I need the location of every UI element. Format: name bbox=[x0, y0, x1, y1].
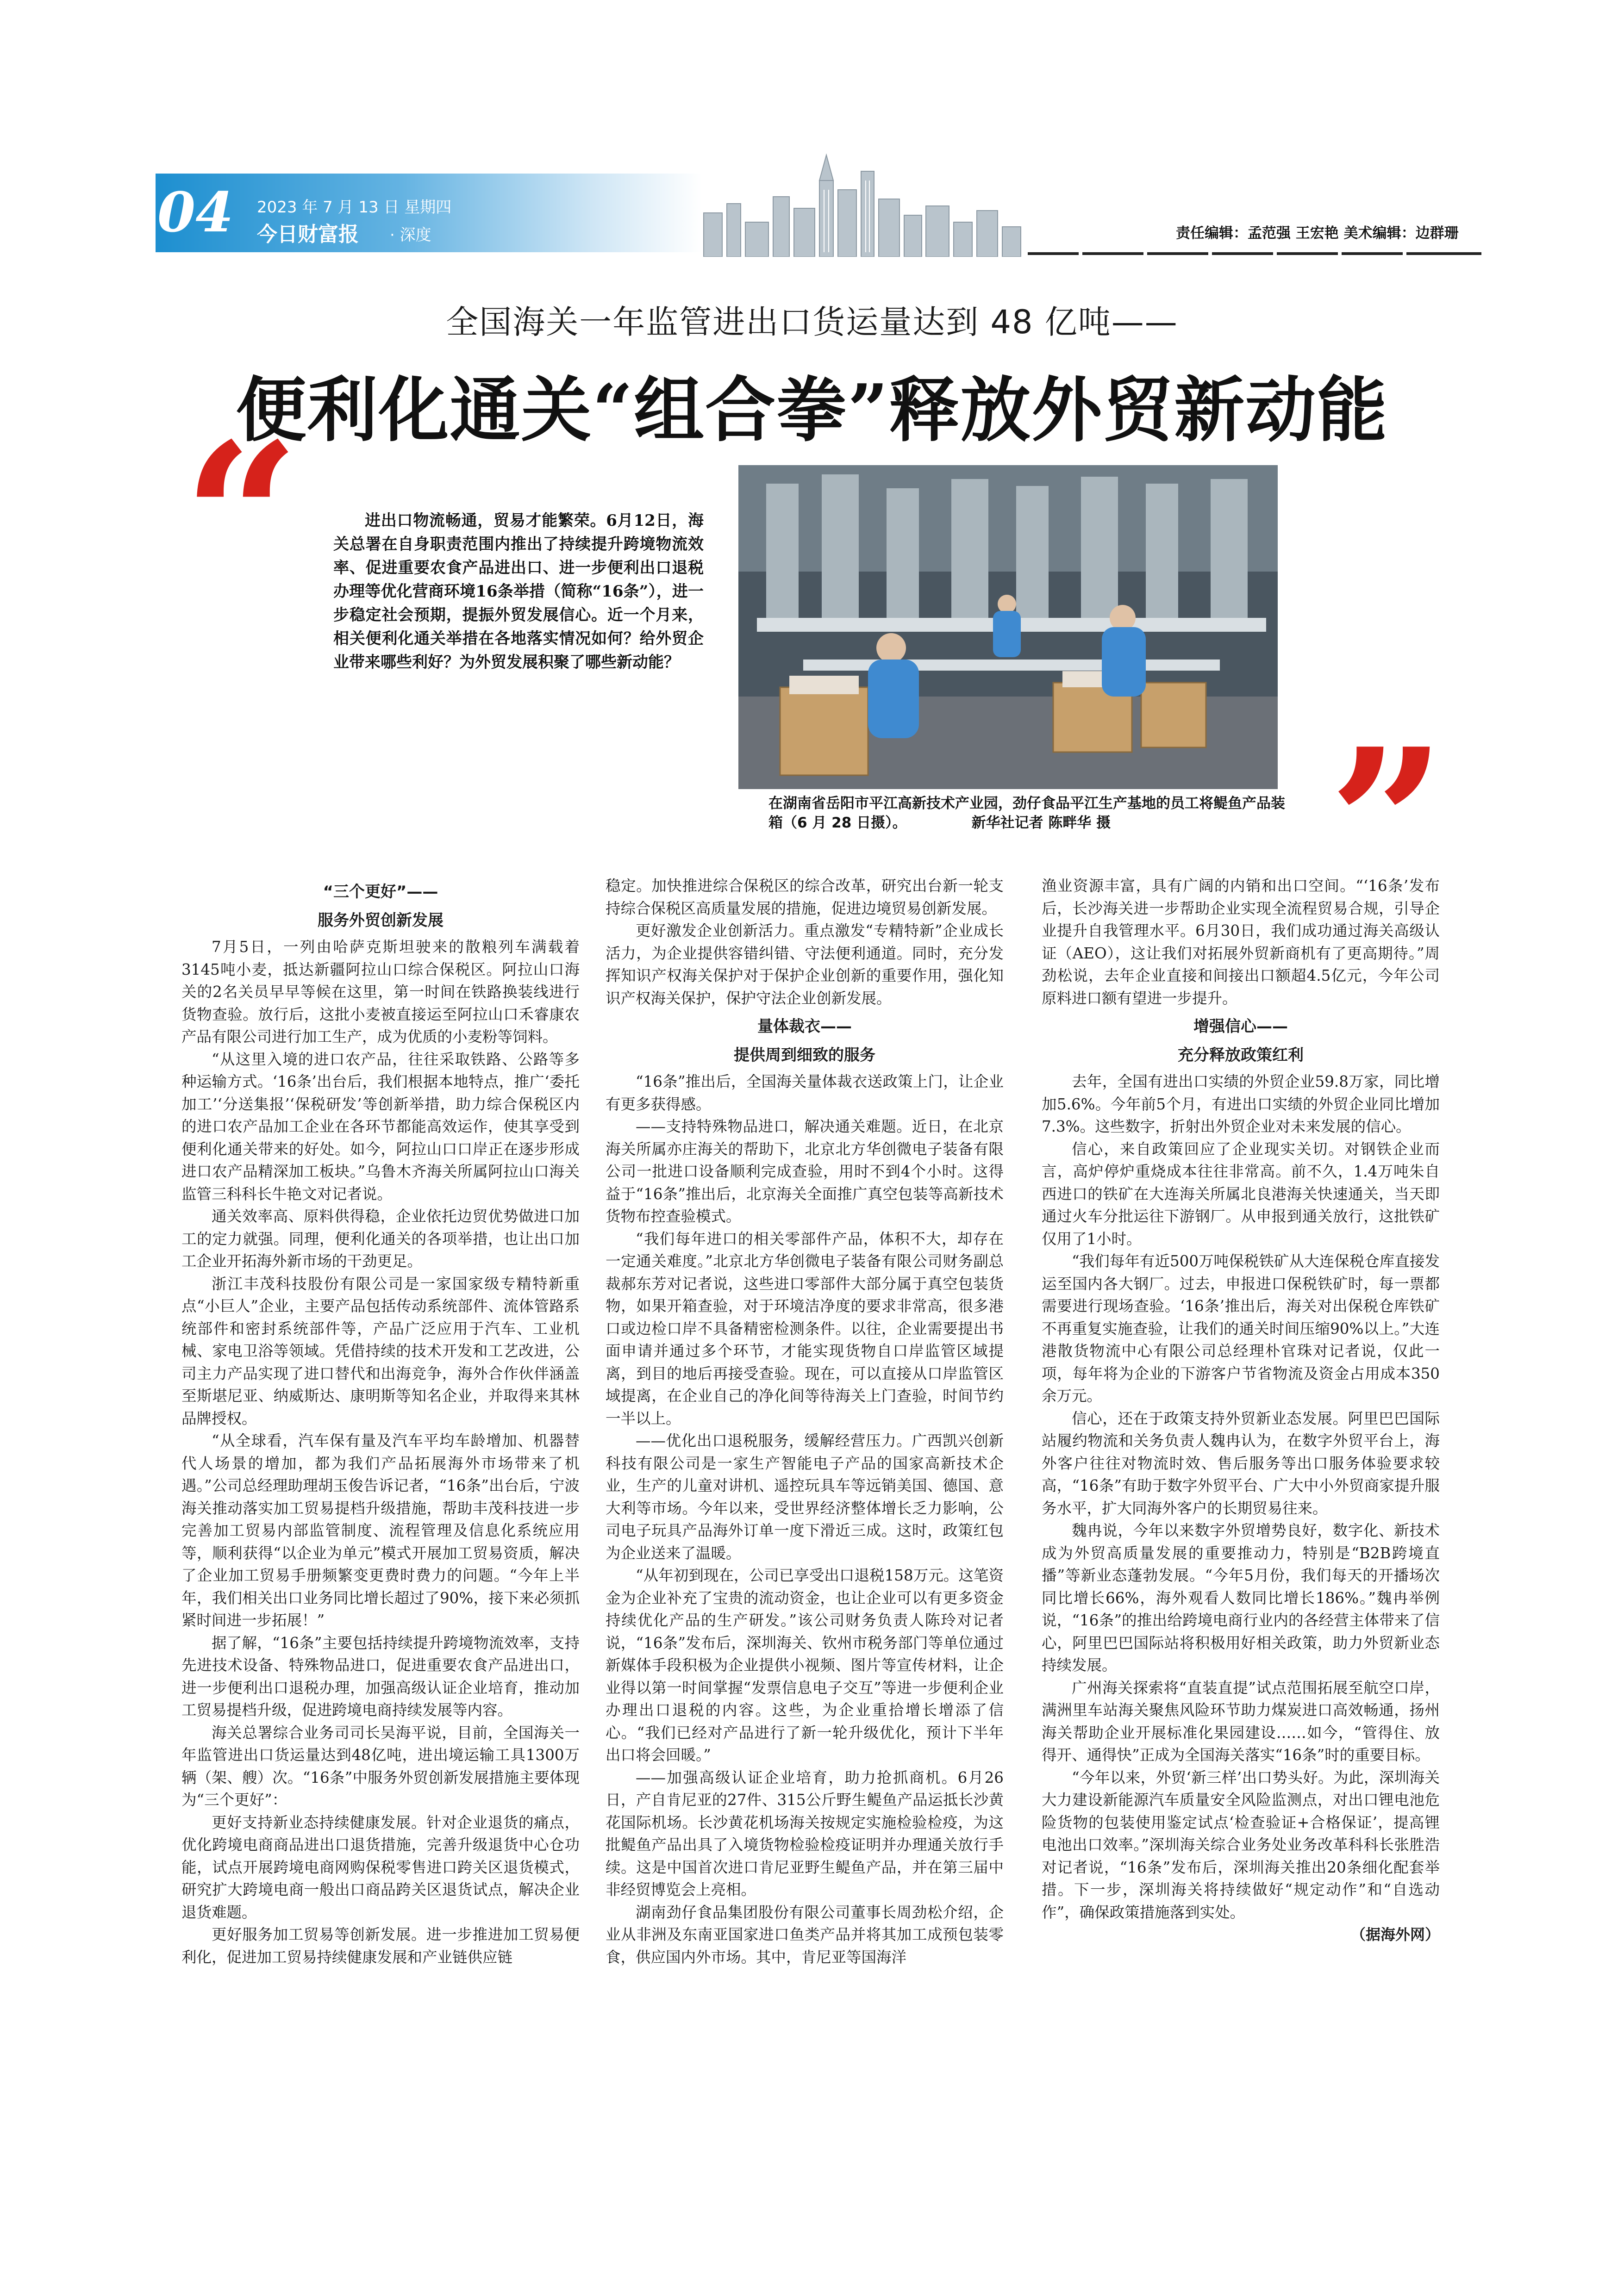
paragraph: 7月5日，一列由哈萨克斯坦驶来的散粮列车满载着3145吨小麦，抵达新疆阿拉山口综合保税区。阿拉山口海关的2名关员早早等候在这里，第一时间在铁路换装线进行货物查验。放行后，这批小麦被直接运至阿拉山口禾睿康农产品有限公司进行加工生产，成为优质的小麦粉等饲料。 bbox=[181, 938, 580, 1045]
subheading: 充分释放政策红利 bbox=[1178, 1046, 1304, 1064]
paragraph: 通关效率高、原料供得稳，企业依托边贸优势做进口加工的定力就强。同理，便利化通关的各项举措，也让出口加工企业开拓海外新市场的干劲更足。 bbox=[181, 1207, 580, 1270]
photo-credit: 新华社记者 陈畔华 摄 bbox=[971, 815, 1111, 831]
paper-name: 今日财富报 bbox=[257, 223, 359, 246]
article-column-1 bbox=[181, 875, 580, 1968]
subheading: 量体裁衣—— bbox=[757, 1017, 852, 1036]
paragraph: “从年初到现在，公司已享受出口退税158万元。这笔资金为企业补充了宝贵的流动资金，也让企业可以有更多资金持续优化产品的生产研发。”该公司财务负责人陈玲对记者说，“16条”发布后，深圳海关、钦州市税务部门等单位通过新媒体手段积极为企业提供小视频、图片等宣传材料，让企业得以第一时间掌握“发票信息电子交互”等进一步便利企业办理出口退税的内容。这些，为企业重拾增长增添了信心。“我们已经对产品进行了新一轮升级优化，预计下半年出口将会回暖。” bbox=[606, 1567, 1004, 1764]
subheading: 增强信心—— bbox=[1193, 1017, 1288, 1036]
header-rule bbox=[1028, 252, 1481, 255]
paragraph: ——支持特殊物品进口，解决通关难题。近日，在北京海关所属亦庄海关的帮助下，北京北方华创微电子装备有限公司一批进口设备顺利完成查验，用时不到4个小时。这得益于“16条”推出后，北京海关全面推广真空包装等高新技术货物布控查验模式。 bbox=[606, 1118, 1004, 1225]
paragraph: 信心，还在于政策支持外贸新业态发展。阿里巴巴国际站履约物流和关务负责人魏冉认为，在数字外贸平台上，海外客户往往对物流时效、售后服务等出口服务体验要求较高，“16条”有助于数字外贸平台、广大中小外贸商家提升服务水平，扩大同海外客户的长期贸易往来。 bbox=[1042, 1409, 1440, 1517]
paragraph: “我们每年进口的相关零部件产品，体积不大，却存在一定通关难度。”北京北方华创微电子装备有限公司财务副总裁郝东芳对记者说，这些进口零部件大部分属于真空包装货物，如果开箱查验，对于环境洁净度的要求非常高，很多港口或边检口岸不具备精密检测条件。以往，企业需要提出书面申请并通过多个环节，才能实现货物自口岸监管区域提离，到目的地后再接受查验。现在，可以直接从口岸监管区域提离，在企业自己的净化间等待海关上门查验，时间节约一半以上。 bbox=[606, 1230, 1004, 1427]
headline-title: 便利化通关“组合拳”释放外贸新动能 bbox=[236, 368, 1388, 451]
paragraph: “从全球看，汽车保有量及汽车平均车龄增加、机器替代人场景的增加，都为我们产品拓展海外市场带来了机遇。”公司总经理助理胡玉俊告诉记者，“16条”出台后，宁波海关推动落实加工贸易提档升级措施，帮助丰茂科技进一步完善加工贸易内部监管制度、流程管理及信息化系统应用等，顺利获得“以企业为单元”模式开展加工贸易资质，解决了企业加工贸易手册频繁变更费时费力的问题。“今年上半年，我们相关出口业务同比增长超过了90%，接下来必须抓紧时间进一步拓展！” bbox=[181, 1432, 580, 1629]
paragraph: 湖南劲仔食品集团股份有限公司董事长周劲松介绍，企业从非洲及东南亚国家进口鱼类产品并将其加工成预包装零食，供应国内外市场。其中，肯尼亚等国海洋 bbox=[606, 1903, 1004, 1966]
subheading: “三个更好”—— bbox=[323, 883, 438, 901]
paragraph: “从这里入境的进口农产品，往往采取铁路、公路等多种运输方式。‘16条’出台后，我们根据本地特点，推广‘委托加工’‘分送集报’‘保税研发’等创新举措，助力综合保税区内的进口农产品加工企业在各环节都能高效运作，使其享受到便利化通关带来的好处。如今，阿拉山口口岸正在逐步形成进口农产品精深加工板块。”乌鲁木齐海关所属阿拉山口海关监管三科科长牛艳文对记者说。 bbox=[181, 1050, 580, 1203]
paragraph: 信心，来自政策回应了企业现实关切。对钢铁企业而言，高炉停炉重烧成本往往非常高。前不久，1.4万吨朱自西进口的铁矿在大连海关所属北良港海关快速通关，当天即通过火车分批运往下游钢厂。从申报到通关放行，这批铁矿仅用了1小时。 bbox=[1042, 1140, 1440, 1248]
paragraph: 更好服务加工贸易等创新发展。进一步推进加工贸易便利化，促进加工贸易持续健康发展和产业链供应链 bbox=[181, 1926, 580, 1966]
subheading: 提供周到细致的服务 bbox=[734, 1046, 875, 1064]
paragraph: 魏冉说，今年以来数字外贸增势良好，数字化、新技术成为外贸高质量发展的重要推动力，特别是“B2B跨境直播”等新业态蓬勃发展。“今年5月份，我们每天的开播场次同比增长66%，海外观看人数同比增长186%。”魏冉举例说，“16条”的推出给跨境电商行业内的各经营主体带来了信心，阿里巴巴国际站将积极用好相关政策，助力外贸新业态持续发展。 bbox=[1042, 1522, 1440, 1674]
paragraph: “16条”推出后，全国海关量体裁衣送政策上门，让企业有更多获得感。 bbox=[606, 1073, 1004, 1113]
paragraph: 更好支持新业态持续健康发展。针对企业退货的痛点，优化跨境电商商品进出口退货措施，完善升级退货中心仓功能，试点开展跨境电商网购保税零售进口跨关区退货模式，研究扩大跨境电商一般出口商品跨关区退货试点，解决企业退货难题。 bbox=[181, 1813, 580, 1921]
close-quote-mark: ” bbox=[1329, 704, 1446, 943]
paragraph: 海关总署综合业务司司长吴海平说，目前，全国海关一年监管进出口货运量达到48亿吨，进出境运输工具1300万辆（架、艘）次。“16条”中服务外贸创新发展措施主要体现为“三个更好”： bbox=[181, 1724, 580, 1809]
city-skyline-illustration bbox=[694, 153, 1028, 257]
subheading: 服务外贸创新发展 bbox=[318, 911, 443, 930]
headline-kicker: 全国海关一年监管进出口货运量达到 48 亿吨—— bbox=[446, 303, 1178, 341]
article-column-2 bbox=[606, 875, 1004, 1968]
paragraph: 更好激发企业创新活力。重点激发“专精特新”企业成长活力，为企业提供容错纠错、守法便利通道。同时，充分发挥知识产权海关保护对于保护企业创新的重要作用，强化知识产权海关保护，保护守法企业创新发展。 bbox=[606, 922, 1004, 1007]
caption-text: 在湖南省岳阳市平江高新技术产业园，劲仔食品平江生产基地的员工将鳀鱼产品装箱（6 月 28 日摄）。 bbox=[768, 795, 1285, 831]
paragraph: ——优化出口退税服务，缓解经营压力。广西凯兴创新科技有限公司是一家生产智能电子产品的国家高新技术企业，生产的儿童对讲机、遥控玩具车等远销美国、德国、意大利等市场。今年以来，受世界经济整体增长乏力影响，公司电子玩具产品海外订单一度下滑近三成。这时，政策红包为企业送来了温暖。 bbox=[606, 1432, 1004, 1562]
paragraph: 浙江丰茂科技股份有限公司是一家国家级专精特新重点“小巨人”企业，主要产品包括传动系统部件、流体管路系统部件和密封系统部件等，产品广泛应用于汽车、工业机械、家电卫浴等领域。凭借持续的技术开发和工艺改进，公司主力产品实现了进口替代和出海竞争，海外合作伙伴涵盖至斯堪尼亚、纳威斯达、康明斯等知名企业，并取得来其林品牌授权。 bbox=[181, 1275, 580, 1427]
paragraph: 稳定。加快推进综合保税区的综合改革，研究出台新一轮支持综合保税区高质量发展的措施，促进边境贸易创新发展。 bbox=[606, 877, 1004, 917]
paragraph: 广州海关探索将“直装直提”试点范围拓展至航空口岸，满洲里车站海关聚焦风险环节助力煤炭进口高效畅通，扬州海关帮助企业开展标准化果园建设……如今，“管得住、放得开、通得快”正成为全国海关落实“16条”时的重要目标。 bbox=[1042, 1679, 1440, 1764]
paragraph: ——加强高级认证企业培育，助力抢抓商机。6月26日，产自肯尼亚的27件、315公斤野生鳀鱼产品运抵长沙黄花国际机场。长沙黄花机场海关按规定实施检验检疫，为这批鳀鱼产品出具了入境货物检验检疫证明并办理通关放行手续。这是中国首次进口肯尼亚野生鳀鱼产品，并在第三届中非经贸博览会上亮相。 bbox=[606, 1768, 1004, 1898]
paragraph: 去年，全国有进出口实绩的外贸企业59.8万家，同比增加5.6%。今年前5个月，有进出口实绩的外贸企业同比增加7.3%。这些数字，折射出外贸企业对未来发展的信心。 bbox=[1042, 1073, 1440, 1135]
photo-caption bbox=[768, 794, 1287, 833]
factory-photo bbox=[738, 465, 1278, 789]
paragraph: 渔业资源丰富，具有广阔的内销和出口空间。“‘16条’发布后，长沙海关进一步帮助企业实现全流程贸易合规，引导企业提升自我管理水平。6月30日，我们成功通过海关高级认证（AEO），这让我们对拓展外贸新商机有了更高期待。”周劲松说，去年企业直接和间接出口额超4.5亿元，今年公司原料进口额有望进一步提升。 bbox=[1042, 877, 1440, 1007]
issue-date: 2023 年 7 月 13 日 星期四 bbox=[257, 198, 452, 217]
open-quote-mark: “ bbox=[183, 398, 300, 638]
paragraph: “今年以来，外贸‘新三样’出口势头好。为此，深圳海关大力建设新能源汽车质量安全风险监测点，对出口锂电池危险货物的包装使用鉴定试点‘检查验证+合格保证’，提高锂电池出口效率。”深圳海关综合业务处业务改革科科长张胜浩对记者说，“16条”发布后，深圳海关推出20条细化配套举措。下一步，深圳海关将持续做好“规定动作”和“自选动作”，确保政策措施落到实处。 bbox=[1042, 1768, 1440, 1921]
article-source: （据海外网） bbox=[1350, 1926, 1440, 1943]
section-name: · 深度 bbox=[390, 226, 431, 244]
paragraph: “我们每年有近500万吨保税铁矿从大连保税仓库直接发运至国内各大钢厂。过去，申报进口保税铁矿时，每一票都需要进行现场查验。‘16条’推出后，海关对出保税仓库铁矿不再重复实施查验，让我们的通关时间压缩90%以上。”大连港散货物流中心有限公司总经理朴官珠对记者说，仅此一项，每年将为企业的下游客户节省物流及资金占用成本350余万元。 bbox=[1042, 1252, 1440, 1405]
article-column-3 bbox=[1042, 875, 1440, 1946]
page-number: 04 bbox=[157, 180, 234, 244]
editors-credit: 责任编辑：孟范强 王宏艳 美术编辑：边群珊 bbox=[1176, 225, 1459, 242]
paragraph: 据了解，“16条”主要包括持续提升跨境物流效率，支持先进技术设备、特殊物品进口，促进重要农食产品进出口，进一步便利出口退税办理，加强高级认证企业培育，推动加工贸易提档升级，促进跨境电商持续发展等内容。 bbox=[181, 1634, 580, 1719]
lead-paragraph: 进出口物流畅通，贸易才能繁荣。6月12日，海关总署在自身职责范围内推出了持续提升跨境物流效率、促进重要农食产品进出口、进一步便利出口退税办理等优化营商环境16条举措（简称“16条”），进一步稳定社会预期，提振外贸发展信心。近一个月来，相关便利化通关举措在各地落实情况如何？给外贸企业带来哪些利好？为外贸发展积聚了哪些新动能？ bbox=[333, 511, 704, 672]
